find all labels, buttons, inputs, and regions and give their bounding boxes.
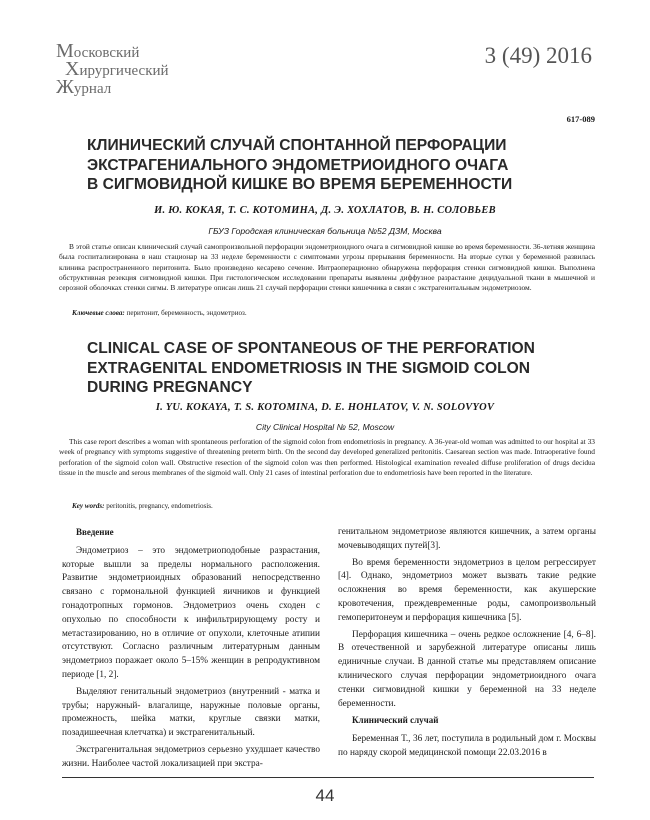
english-title-line: CLINICAL CASE OF SPONTANEOUS OF THE PERFORATION [87, 340, 535, 357]
russian-title-line: В СИГМОВИДНОЙ КИШКЕ ВО ВРЕМЯ БЕРЕМЕННОСТИ [87, 176, 513, 193]
footer-divider [62, 777, 594, 778]
english-title-line: EXTRAGENITAL ENDOMETRIOSIS IN THE SIGMOID COLON [87, 359, 530, 377]
body-left-column [62, 526, 320, 775]
russian-title [87, 136, 557, 195]
english-affiliation: City Clinical Hospital № 52, Moscow [255, 422, 395, 432]
russian-keywords [72, 309, 247, 317]
russian-affiliation: ГБУЗ Городская клиническая больница №52 ДЗМ, Москва [208, 226, 442, 236]
issue-number: 3 (49) 2016 [484, 43, 592, 68]
journal-logo [56, 40, 206, 100]
russian-title-line: ЭКСТРАГЕНИАЛЬНОГО ЭНДОМЕТРИОИДНОГО ОЧАГА [87, 156, 509, 174]
english-title-line: DURING PREGNANCY [87, 379, 253, 396]
paragraph: Беременная Т., 36 лет, поступила в родильный дом г. Москвы по наряду скорой медицинской помощи 22.03.2016 в [338, 734, 596, 758]
english-abstract: This case report describes a woman with spontaneous perforation of the sigmoid colon from endometriosis in pregnancy. A 36-year-old woman was admitted to our hospital at 33 week of pregnancy with symptoms suggestive of threatening preterm birth. On the second day developed generalized peritonitis. Caesarean section was made. Intraoperative found perforation of the sigmoid colon wall. Obstructive resection of the sigmoid colon was then performed. Histological examination revealed diffuse proliferation of drugs decidua tissue in the muscle and serous membranes of the sigmoid wall. Only 21 cases of intestinal perforation due to endometriosis have been reported in the literature. [59, 437, 595, 477]
journal-logo-line1: Московский [56, 40, 140, 62]
body-right-column [338, 526, 596, 764]
english-authors: I. YU. KOKAYA, T. S. KOTOMINA, D. E. HOHLATOV, V. N. SOLOVYOV [155, 402, 495, 413]
journal-logo-line3: Журнал [56, 76, 112, 98]
udc-code: 617-089 [566, 114, 595, 124]
paragraph: Перфорация кишечника – очень редкое осложнение [4, 6–8]. В отечественной и зарубежной литературе описаны лишь единичные случаи. В данной статье мы представляем описание клинического случая перфорации эндометриоидного очага стенки сигмовидной кишки у беременной на 33 неделе беременности. [338, 629, 596, 709]
paragraph: Выделяют генитальный эндометриоз (внутренний - матка и трубы; наружный- влагалище, наружные половые органы, промежность, шейка матки, круглые связки матки, позадишеечная клетчатка) и экстрагенитальный. [62, 686, 320, 739]
paragraph: Экстрагенитальная эндометриоз серьезно ухудшает качество жизни. Наиболее частой локализацией при экстра- [62, 744, 320, 769]
paragraph: Эндометриоз – это эндометриоподобные разрастания, которые вышли за пределы нормального расположения. Развитие эндометриоидных образований непосредственно связано с гормональной функцией яичников и функцией гонадотропных гормонов. Эндометриоз очень сходен с опухолью по способности к инфильтрирующему росту и метастазированию, но в отличие от опухоли, клеточные атипии отсутствуют. Согласно различным литературным данным эндометриоз поражает около 5–15% женщин в репродуктивном периоде [1, 2]. [62, 545, 320, 680]
english-title [87, 339, 557, 398]
keywords-text: перитонит, беременность, эндометриоз. [124, 309, 247, 317]
russian-authors: И. Ю. КОКАЯ, Т. С. КОТОМИНА, Д. Э. ХОХЛАТОВ, В. Н. СОЛОВЬЕВ [154, 205, 496, 216]
paragraph: Во время беременности эндометриоз в целом регрессирует [4]. Однако, эндометриоз может вызвать такие редкие осложнения во время беременности, как акушерские кровотечения, преждевременные роды, самопроизвольный гемоперитонеум и перфорация кишечника [5]. [338, 557, 596, 623]
page-number: 44 [315, 786, 335, 805]
keywords-label: Ключевые слова: [72, 309, 125, 317]
keywords-text: peritonitis, pregnancy, endometriosis. [104, 502, 213, 510]
russian-abstract: В этой статье описан клинический случай самопроизвольной перфорации эндометриоидного очага в сигмовидной кишке во время беременности. 36-летняя женщина была госпитализирована в наш стационар на 33 неделе беременности с симптомами угрозы прерывания беременности. На вторые сутки у беременной развилась клиника распространенного перитонита. Было произведено кесарево сечение. Интраоперационно обнаружена перфорация стенки сигмовидной кишки. Выполнена обструктивная резекция сигмовидной кишки. При гистологическом исследовании препараты выявлены диффузное разрастание децидуальной ткани в мышечной и серозной оболочках стенки сигмы. В литературе описан лишь 21 случай перфорации стенки кишечника в связи с экстрагенитальным эндометриозом. [59, 242, 595, 293]
journal-logo-line2: Хирургический [65, 58, 169, 80]
intro-heading: Введение [76, 527, 114, 537]
keywords-label: Key words: [72, 502, 105, 510]
case-heading: Клинический случай [352, 715, 439, 726]
english-keywords [72, 502, 213, 510]
russian-title-line: КЛИНИЧЕСКИЙ СЛУЧАЙ СПОНТАННОЙ ПЕРФОРАЦИИ [87, 137, 507, 154]
paragraph: генитальном эндометриозе являются кишечник, а затем органы мочевыводящих путей[3]. [338, 527, 596, 551]
